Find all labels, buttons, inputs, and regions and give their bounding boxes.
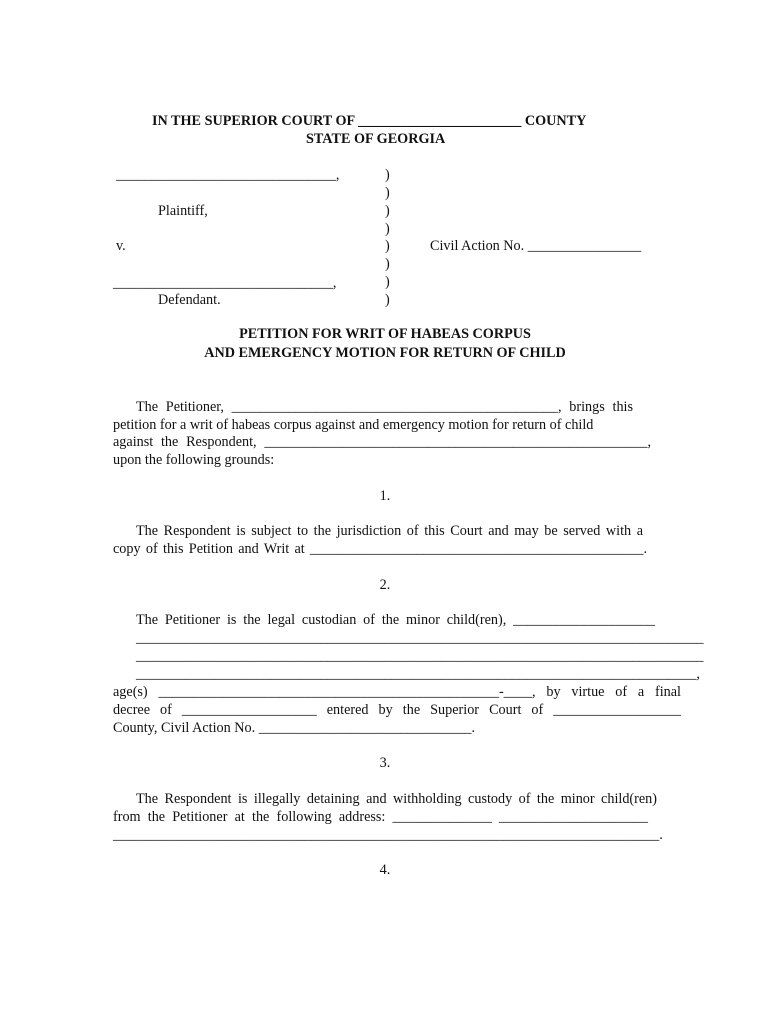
para3-line1: The Respondent is illegally detaining and withholding custody of the minor child(ren)	[136, 791, 657, 807]
defendant-name-blank: _______________________________,	[113, 275, 337, 291]
para2-line3: ________________________________________________________________________________	[136, 648, 704, 664]
intro-line4: upon the following grounds:	[113, 452, 275, 468]
paragraph-number-4: 4.	[379, 862, 391, 878]
caption-paren: )	[385, 292, 390, 308]
court-heading: IN THE SUPERIOR COURT OF _______________________ COUNTY	[152, 113, 587, 129]
caption-paren: )	[385, 274, 390, 290]
caption-paren: )	[385, 167, 390, 183]
para2-line5: age(s) ________________________________________________-____, by virtue of a final	[113, 684, 681, 700]
para1-line2: copy of this Petition and Writ at _______________________________________________.	[113, 541, 647, 557]
para3-line3: _____________________________________________________________________________.	[113, 827, 663, 843]
paragraph-number-2: 2.	[379, 577, 391, 593]
petition-title-line1: PETITION FOR WRIT OF HABEAS CORPUS	[239, 326, 531, 342]
caption-paren: )	[385, 221, 390, 237]
para2-line6: decree of ___________________ entered by the Superior Court of __________________	[113, 702, 681, 718]
para3-line2: from the Petitioner at the following address: ______________ _____________________	[113, 809, 648, 825]
para2-line2: ________________________________________________________________________________	[136, 630, 704, 646]
plaintiff-name-blank: _______________________________,	[116, 167, 340, 183]
caption-paren: )	[385, 238, 390, 254]
intro-line2: petition for a writ of habeas corpus against and emergency motion for return of child	[113, 417, 594, 433]
caption-paren: )	[385, 256, 390, 272]
paragraph-number-1: 1.	[379, 488, 391, 504]
para2-line4: _______________________________________________________________________________,	[136, 666, 700, 682]
para1-line1: The Respondent is subject to the jurisdiction of this Court and may be served with a	[136, 523, 643, 539]
paragraph-number-3: 3.	[379, 755, 391, 771]
caption-paren: )	[385, 185, 390, 201]
state-heading: STATE OF GEORGIA	[306, 131, 446, 147]
intro-line1: The Petitioner, ______________________________________________, brings this	[136, 399, 633, 415]
civil-action-number: Civil Action No. ________________	[430, 238, 642, 254]
intro-line3: against the Respondent, ______________________________________________________,	[113, 434, 651, 450]
caption-paren: )	[385, 203, 390, 219]
petition-title-line2: AND EMERGENCY MOTION FOR RETURN OF CHILD	[204, 345, 566, 361]
para2-line1: The Petitioner is the legal custodian of the minor child(ren), ____________________	[136, 612, 655, 628]
versus-label: v.	[116, 238, 126, 254]
plaintiff-label: Plaintiff,	[158, 203, 208, 219]
defendant-label: Defendant.	[158, 292, 221, 308]
para2-line7: County, Civil Action No. ______________________________.	[113, 720, 476, 736]
